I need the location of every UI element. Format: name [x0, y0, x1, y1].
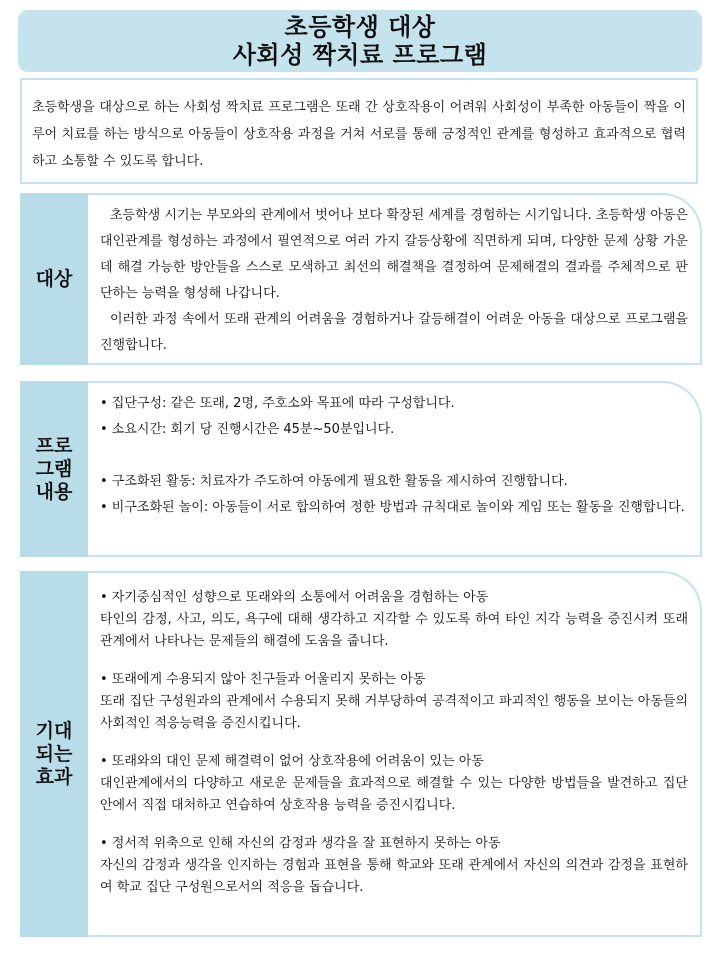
program-item-time: • 소요시간: 회기 당 진행시간은 45분~50분입니다. — [100, 422, 395, 437]
section-body-program — [88, 381, 702, 557]
effect-description: 타인의 감정, 사고, 의도, 욕구에 대해 생각하고 지각할 수 있도록 하여 타인 지각 능력을 증진시켜 또래 관계에서 나타나는 문제들의 해결에 도움을 줍니다. — [100, 612, 688, 649]
effect-group — [100, 833, 688, 899]
title-banner — [18, 10, 702, 72]
effect-heading: • 또래와의 대인 문제 해결력이 없어 상호작용에 어려움이 있는 아동 — [100, 754, 484, 769]
effect-group — [100, 587, 688, 653]
effect-description: 또래 집단 구성원과의 관계에서 수용되지 못해 거부당하여 공격적이고 파괴적인 행동을 보이는 아동들의 사회적인 적응능력을 증진시킵니다. — [100, 694, 688, 731]
section-label-target — [20, 193, 88, 365]
effect-heading: • 자기중심적인 성향으로 또래와의 소통에서 어려움을 경험하는 아동 — [100, 590, 489, 605]
intro-box — [20, 78, 698, 184]
effect-description: 자신의 감정과 생각을 인지하는 경험과 표현을 통해 학교와 또래 관계에서 자신의 의견과 감정을 표현하여 학교 집단 구성원으로서의 적응을 돕습니다. — [100, 858, 688, 895]
effect-group — [100, 669, 688, 735]
program-item-structured: • 구조화된 활동: 치료자가 주도하여 아동에게 필요한 활동을 제시하여 진행합니다. — [100, 474, 568, 489]
section-label-program — [20, 381, 88, 557]
spacer — [100, 443, 688, 469]
section-program — [20, 381, 702, 557]
section-target — [20, 193, 702, 365]
section-body-effect — [88, 571, 702, 937]
section-label-line: 프로 — [35, 434, 73, 457]
section-label-line: 그램 — [35, 457, 73, 480]
effect-heading: • 또래에게 수용되지 않아 친구들과 어울리지 못하는 아동 — [100, 672, 426, 687]
section-label-line: 되는 — [35, 742, 73, 765]
effect-group — [100, 751, 688, 817]
section-label-effect — [20, 571, 88, 937]
target-paragraph-2: 이러한 과정 속에서 또래 관계의 어려움을 경험하거나 갈등해결이 어려운 아동을 대상으로 프로그램을 진행합니다. — [100, 312, 688, 353]
program-item-unstructured: • 비구조화된 놀이: 아동들이 서로 합의하여 정한 방법과 규칙대로 놀이와 게임 또는 활동을 진행합니다. — [100, 500, 685, 515]
page-title-line2: 사회성 짝치료 프로그램 — [232, 41, 488, 69]
page-title-line1: 초등학생 대상 — [284, 13, 436, 41]
section-label-line: 효과 — [35, 765, 73, 788]
section-label-line: 기대 — [35, 719, 73, 742]
effect-description: 대인관계에서의 다양하고 새로운 문제들을 효과적으로 해결할 수 있는 다양한 방법들을 발견하고 집단 안에서 직접 대처하고 연습하여 상호작용 능력을 증진시킵니다. — [100, 776, 688, 813]
section-label-line: 내용 — [35, 480, 73, 503]
effect-heading: • 정서적 위축으로 인해 자신의 감정과 생각을 잘 표현하지 못하는 아동 — [100, 836, 501, 851]
target-paragraph-1: 초등학생 시기는 부모와의 관계에서 벗어나 보다 확장된 세계를 경험하는 시기입니다. 초등학생 아동은 대인관계를 형성하는 과정에서 필연적으로 여러 가지 갈등상황에 직면하게 되며, 다양한 문제 상황 가운데 해결 가능한 방안들을 스스로 모색하고 최선의 해결책을 결정하여 문제해결의 결과를 주체적으로 판단하는 능력을 형성해 나갑니다. — [100, 208, 688, 301]
section-label-text: 대상 — [35, 267, 73, 290]
intro-text: 초등학생을 대상으로 하는 사회성 짝치료 프로그램은 또래 간 상호작용이 어려워 사회성이 부족한 아동들이 짝을 이루어 치료를 하는 방식으로 아동들이 상호작용 과정을 거쳐 서로를 통해 긍정적인 관계를 형성하고 효과적으로 협력하고 소통할 수 있도록 합니다. — [32, 100, 686, 169]
program-item-group: • 집단구성: 같은 또래, 2명, 주호소와 목표에 따라 구성합니다. — [100, 396, 455, 411]
section-body-target — [88, 193, 702, 365]
section-effect — [20, 571, 702, 937]
